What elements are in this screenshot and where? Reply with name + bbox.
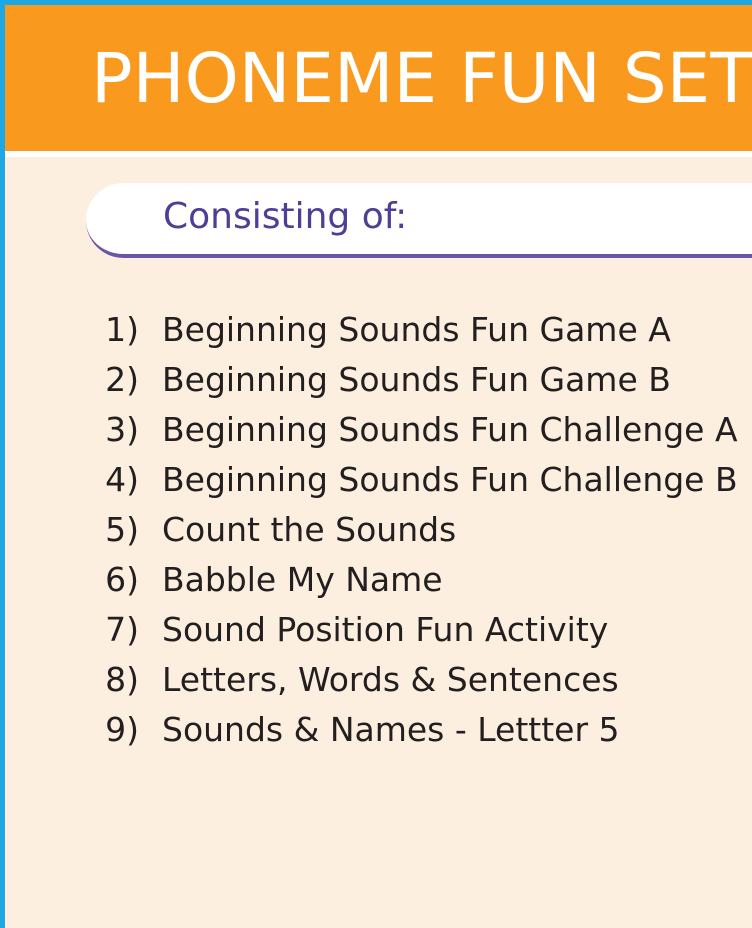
- section-label-bar: [86, 183, 752, 258]
- item-number: 4): [105, 460, 139, 499]
- page: [5, 5, 752, 928]
- list-item: [5, 355, 752, 405]
- item-number: 9): [105, 710, 139, 749]
- item-number: 6): [105, 560, 139, 599]
- item-number: 1): [105, 310, 139, 349]
- list-item: [5, 455, 752, 505]
- item-number: 5): [105, 510, 139, 549]
- list-item: [5, 305, 752, 355]
- item-text: Sounds & Names - Lettter 5: [162, 710, 620, 749]
- contents-list: [5, 305, 752, 755]
- item-number: 7): [105, 610, 139, 649]
- item-text: Beginning Sounds Fun Game B: [162, 360, 671, 399]
- item-text: Beginning Sounds Fun Game A: [162, 310, 671, 349]
- header-divider: [5, 151, 752, 157]
- item-number: 2): [105, 360, 139, 399]
- header-banner: [5, 5, 752, 151]
- item-text: Count the Sounds: [162, 510, 457, 549]
- list-item: [5, 705, 752, 755]
- item-text: Sound Position Fun Activity: [162, 610, 609, 649]
- item-text: Beginning Sounds Fun Challenge A: [162, 410, 738, 449]
- list-item: [5, 655, 752, 705]
- item-text: Letters, Words & Sentences: [162, 660, 619, 699]
- item-text: Beginning Sounds Fun Challenge B: [162, 460, 738, 499]
- item-text: Babble My Name: [162, 560, 443, 599]
- item-number: 3): [105, 410, 139, 449]
- item-number: 8): [105, 660, 139, 699]
- list-item: [5, 555, 752, 605]
- list-item: [5, 505, 752, 555]
- section-label: Consisting of:: [163, 196, 408, 237]
- list-item: [5, 405, 752, 455]
- list-item: [5, 605, 752, 655]
- page-title: PHONEME FUN SET: [91, 39, 752, 119]
